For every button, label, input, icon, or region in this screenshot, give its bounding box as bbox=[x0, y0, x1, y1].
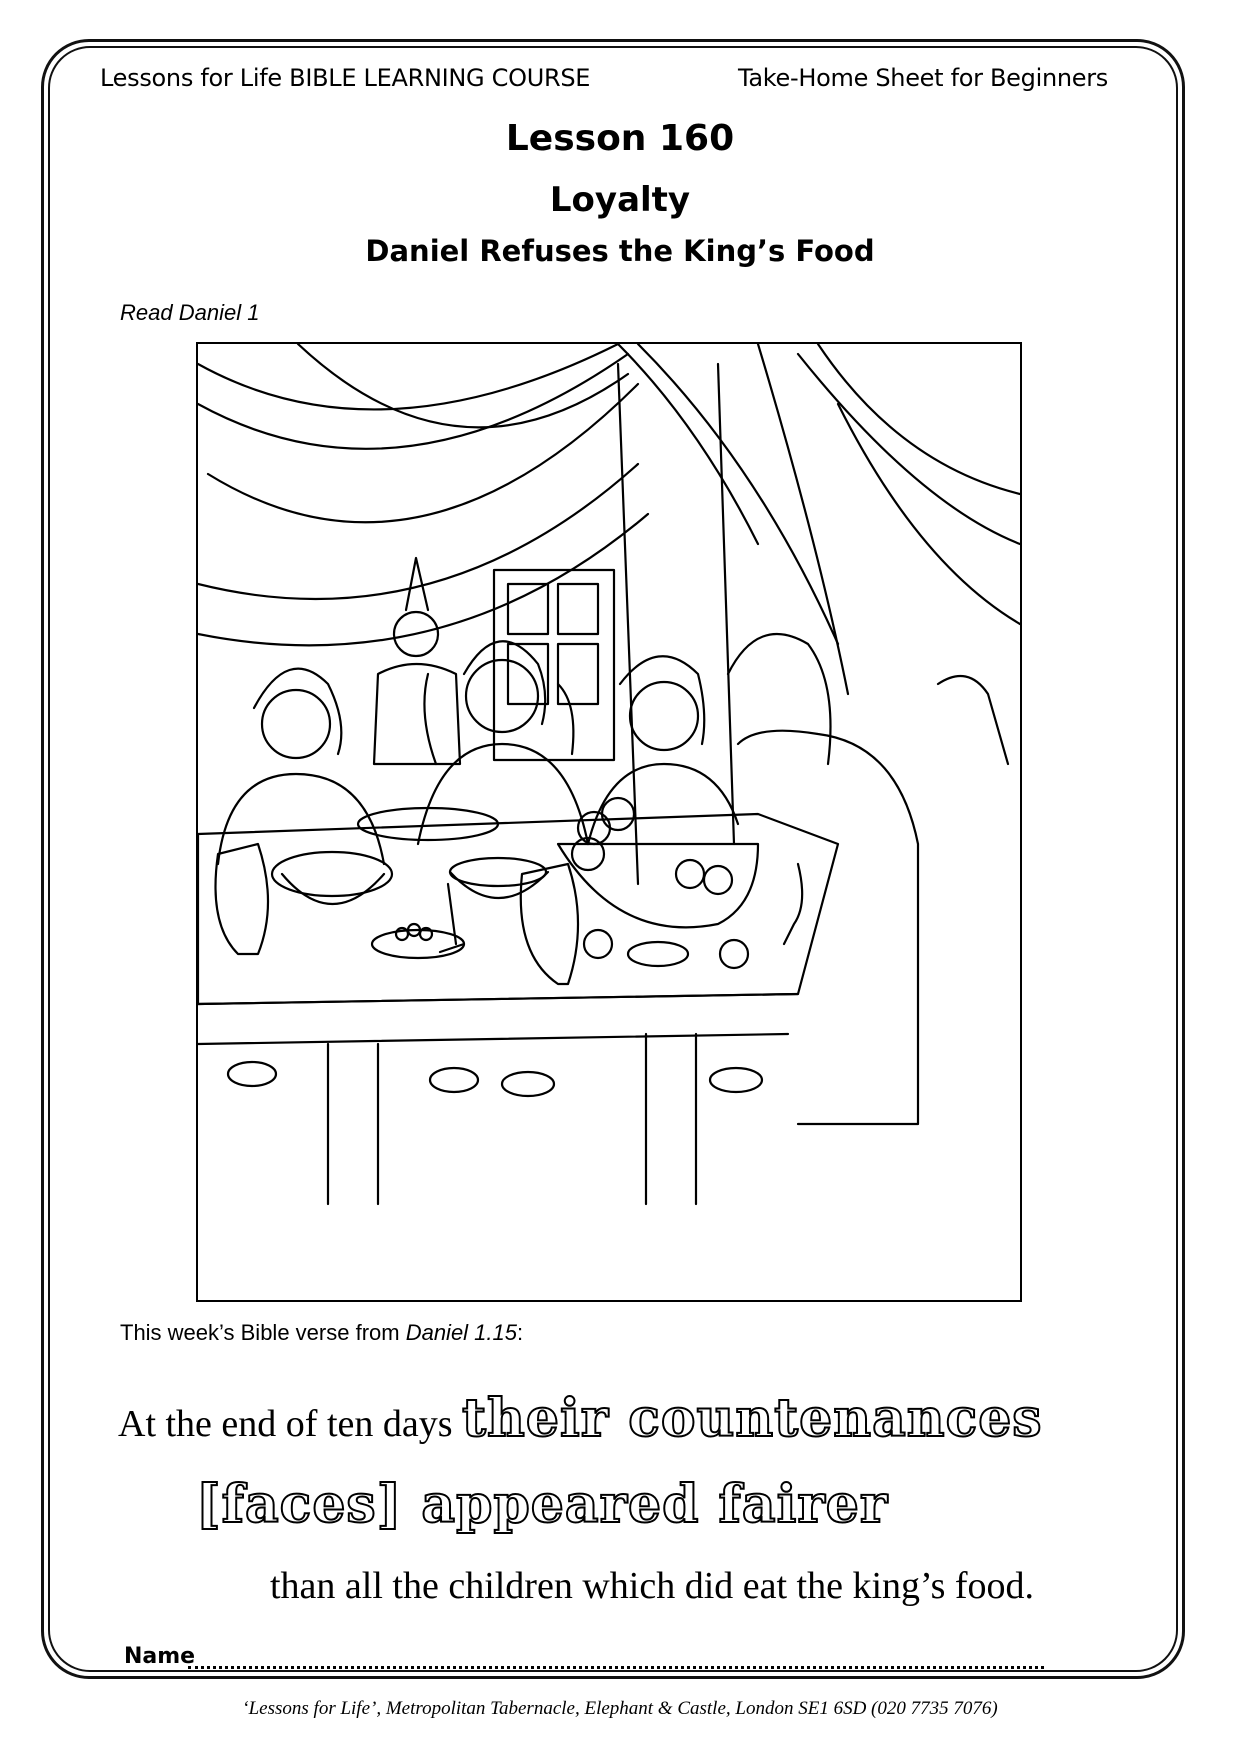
seated-man-left bbox=[218, 669, 384, 864]
table bbox=[198, 814, 838, 1204]
footer-address: ‘Lessons for Life’, Metropolitan Tabernacle, Elephant & Castle, London SE1 6SD (020 7735 7076) bbox=[242, 1698, 998, 1719]
verse-line-3: than all the children which did eat the king’s food. bbox=[270, 1565, 1035, 1607]
daniel-figure bbox=[418, 641, 588, 844]
lesson-number: Lesson 160 bbox=[505, 118, 735, 159]
sheet-type: Take-Home Sheet for Beginners bbox=[738, 64, 1109, 92]
guard-figure bbox=[374, 558, 460, 764]
feet bbox=[228, 1062, 762, 1096]
coloring-illustration bbox=[196, 342, 1022, 1302]
reading-reference: Read Daniel 1 bbox=[120, 300, 260, 325]
tableware bbox=[216, 808, 803, 984]
lesson-theme: Loyalty bbox=[549, 180, 691, 220]
name-label: Name bbox=[124, 1644, 196, 1669]
name-dotted-line bbox=[188, 1666, 1044, 1669]
verse-reference: This week’s Bible verse from Daniel 1.15: bbox=[120, 1320, 524, 1345]
verse-outline-1: their countenances bbox=[462, 1388, 1043, 1449]
verse-line-1: At the end of ten days their countenances bbox=[118, 1388, 1043, 1449]
course-title: Lessons for Life BIBLE LEARNING COURSE bbox=[100, 64, 591, 92]
name-field[interactable] bbox=[124, 1644, 1044, 1669]
drape-lines bbox=[198, 344, 1020, 694]
verse-outline-2: [faces] appeared fairer bbox=[196, 1474, 889, 1535]
lesson-story: Daniel Refuses the King’s Food bbox=[365, 234, 875, 268]
verse-line-2 bbox=[196, 1474, 888, 1535]
servant-figure bbox=[728, 634, 1008, 1124]
